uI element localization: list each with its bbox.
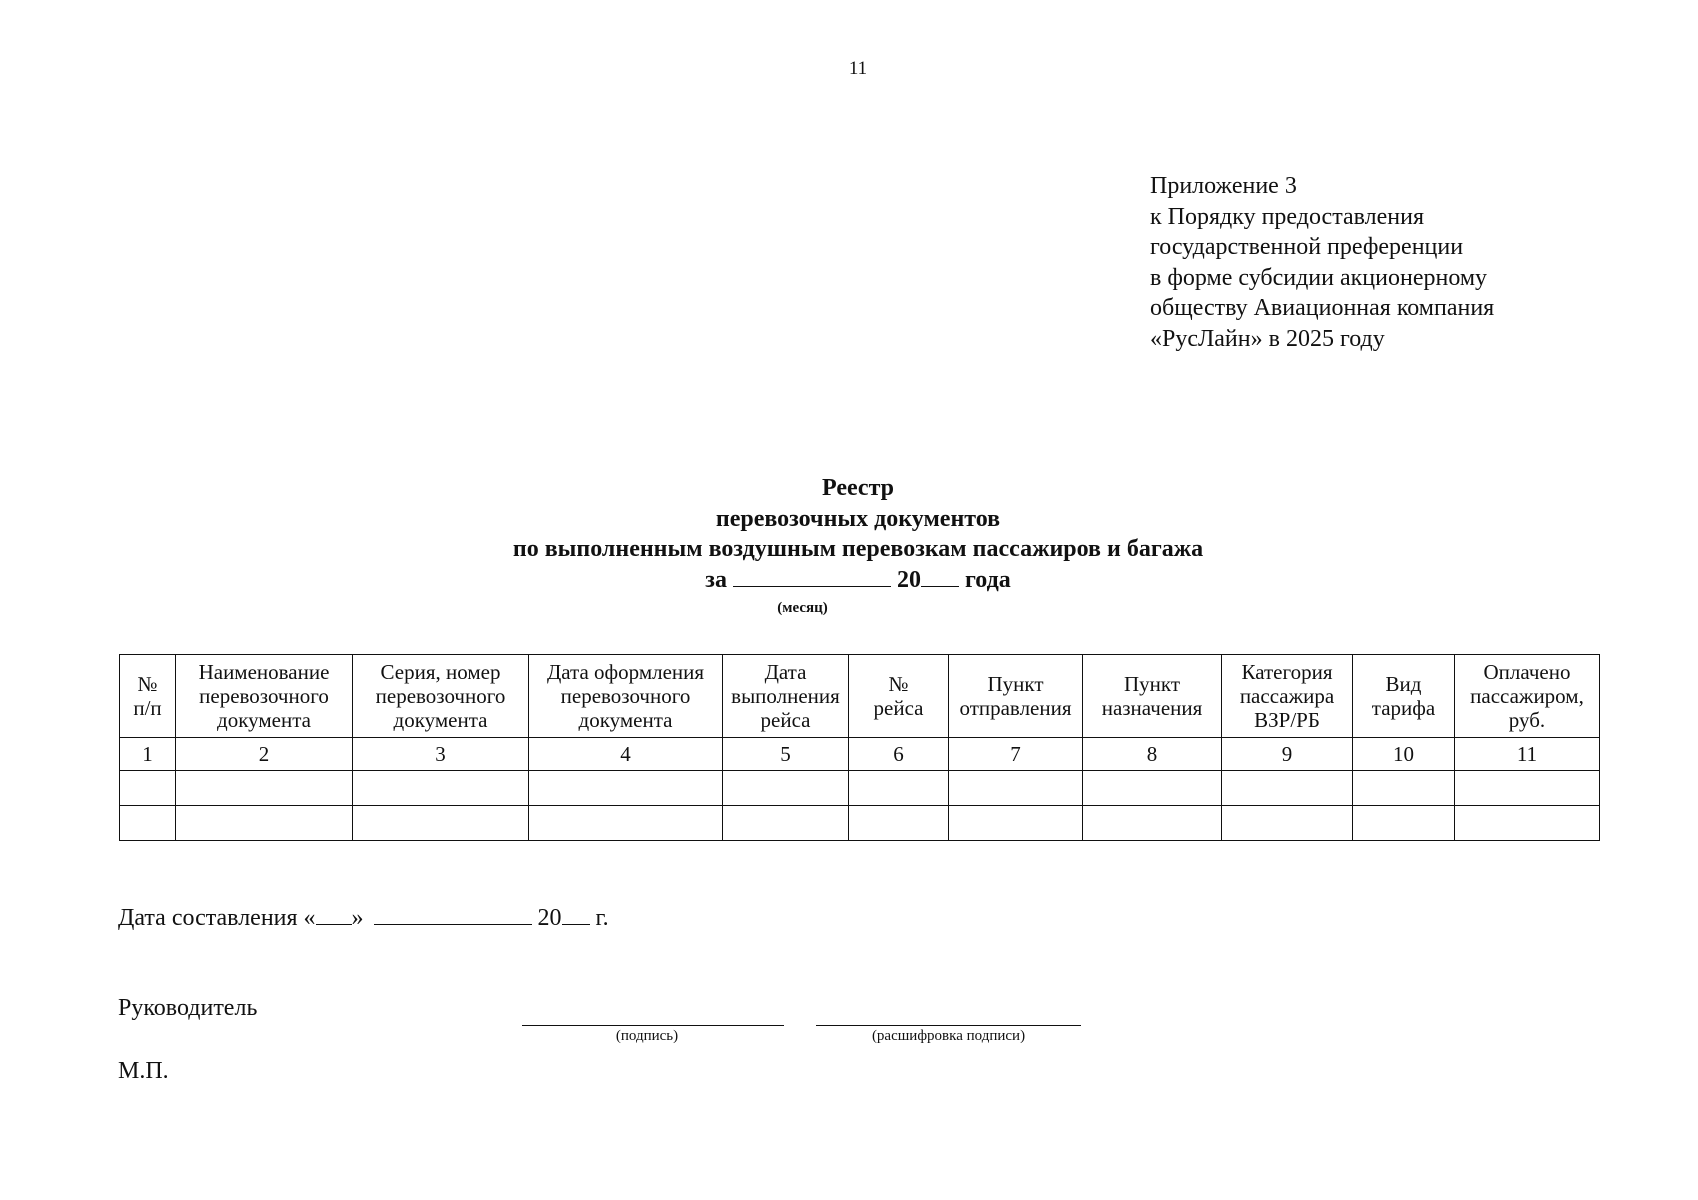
table-cell (949, 806, 1083, 841)
table-cell (1455, 806, 1600, 841)
date-suffix: г. (595, 905, 609, 931)
column-number: 2 (176, 738, 353, 771)
table-cell (120, 806, 176, 841)
month-blank (733, 585, 891, 587)
table-cell (1455, 771, 1600, 806)
month-blank (374, 923, 532, 925)
year-blank (562, 923, 590, 925)
period-year: 20 (896, 566, 921, 593)
signature-decode-line (816, 1024, 1081, 1026)
title-line-registry: Реестр (821, 475, 895, 501)
signature-caption: (подпись) (615, 1028, 679, 1044)
signature-line (522, 1024, 784, 1026)
table-cell (849, 806, 949, 841)
header-cell: Пункт отправления (949, 655, 1083, 738)
table-cell (1083, 771, 1222, 806)
table-cell (949, 771, 1083, 806)
appendix-line: обществу Авиационная компания (1150, 295, 1495, 321)
year-blank (921, 585, 959, 587)
registry-table (119, 654, 1600, 841)
header-cell: № п/п (120, 655, 176, 738)
table-row (120, 771, 1600, 806)
table-row (120, 806, 1600, 841)
title-period (0, 565, 1698, 616)
table-cell (529, 771, 723, 806)
column-number: 7 (949, 738, 1083, 771)
table-cell (353, 771, 529, 806)
table-cell (1222, 806, 1353, 841)
table-cell (1353, 771, 1455, 806)
column-number-row (120, 738, 1600, 771)
header-cell: Пункт назначения (1083, 655, 1222, 738)
appendix-line: к Порядку предоставления (1150, 203, 1425, 230)
table-cell (1353, 806, 1455, 841)
header-cell: Серия, номер перевозочного документа (353, 655, 529, 738)
column-number: 6 (849, 738, 949, 771)
table-cell (529, 806, 723, 841)
header-cell: № рейса (849, 655, 949, 738)
head-label: Руководитель (118, 995, 258, 1021)
stamp-label: М.П. (118, 1058, 169, 1084)
date-quote-close: » (351, 905, 364, 931)
header-cell: Вид тарифа (1353, 655, 1455, 738)
document-title (0, 473, 1698, 616)
column-number: 3 (353, 738, 529, 771)
compilation-date (118, 905, 609, 932)
appendix-note (1150, 171, 1494, 354)
table-cell (353, 806, 529, 841)
table-cell (1083, 806, 1222, 841)
column-number: 11 (1455, 738, 1600, 771)
appendix-line: в форме субсидии акционерному (1150, 264, 1488, 291)
title-line-purpose: по выполненным воздушным перевозкам пассажиров и багажа (512, 536, 1204, 562)
header-cell: Дата оформления перевозочного документа (529, 655, 723, 738)
date-label: Дата составления « (118, 905, 316, 931)
appendix-line: «РусЛайн» в 2025 году (1150, 325, 1385, 352)
month-caption: (месяц) (777, 599, 828, 616)
appendix-line: государственной преференции (1150, 234, 1464, 260)
column-number: 1 (120, 738, 176, 771)
page-number: 11 (848, 58, 868, 79)
signature-decode-caption: (расшифровка подписи) (871, 1028, 1026, 1044)
day-blank (316, 923, 352, 925)
table-cell (723, 771, 849, 806)
title-line-documents: перевозочных документов (715, 505, 1001, 532)
header-cell: Категория пассажира ВЗР/РБ (1222, 655, 1353, 738)
column-number: 5 (723, 738, 849, 771)
column-number: 10 (1353, 738, 1455, 771)
date-year: 20 (537, 905, 562, 931)
table-cell (176, 806, 353, 841)
period-line (705, 565, 1011, 616)
header-row (120, 655, 1600, 738)
period-suffix: года (964, 566, 1011, 593)
header-cell: Дата выполнения рейса (723, 655, 849, 738)
header-cell: Оплачено пассажиром, руб. (1455, 655, 1600, 738)
table-cell (723, 806, 849, 841)
appendix-line: Приложение 3 (1150, 173, 1297, 199)
table-cell (1222, 771, 1353, 806)
header-cell: Наименование перевозочного документа (176, 655, 353, 738)
table-cell (120, 771, 176, 806)
table-cell (176, 771, 353, 806)
table-cell (849, 771, 949, 806)
period-prefix: за (705, 566, 727, 593)
column-number: 8 (1083, 738, 1222, 771)
column-number: 4 (529, 738, 723, 771)
column-number: 9 (1222, 738, 1353, 771)
